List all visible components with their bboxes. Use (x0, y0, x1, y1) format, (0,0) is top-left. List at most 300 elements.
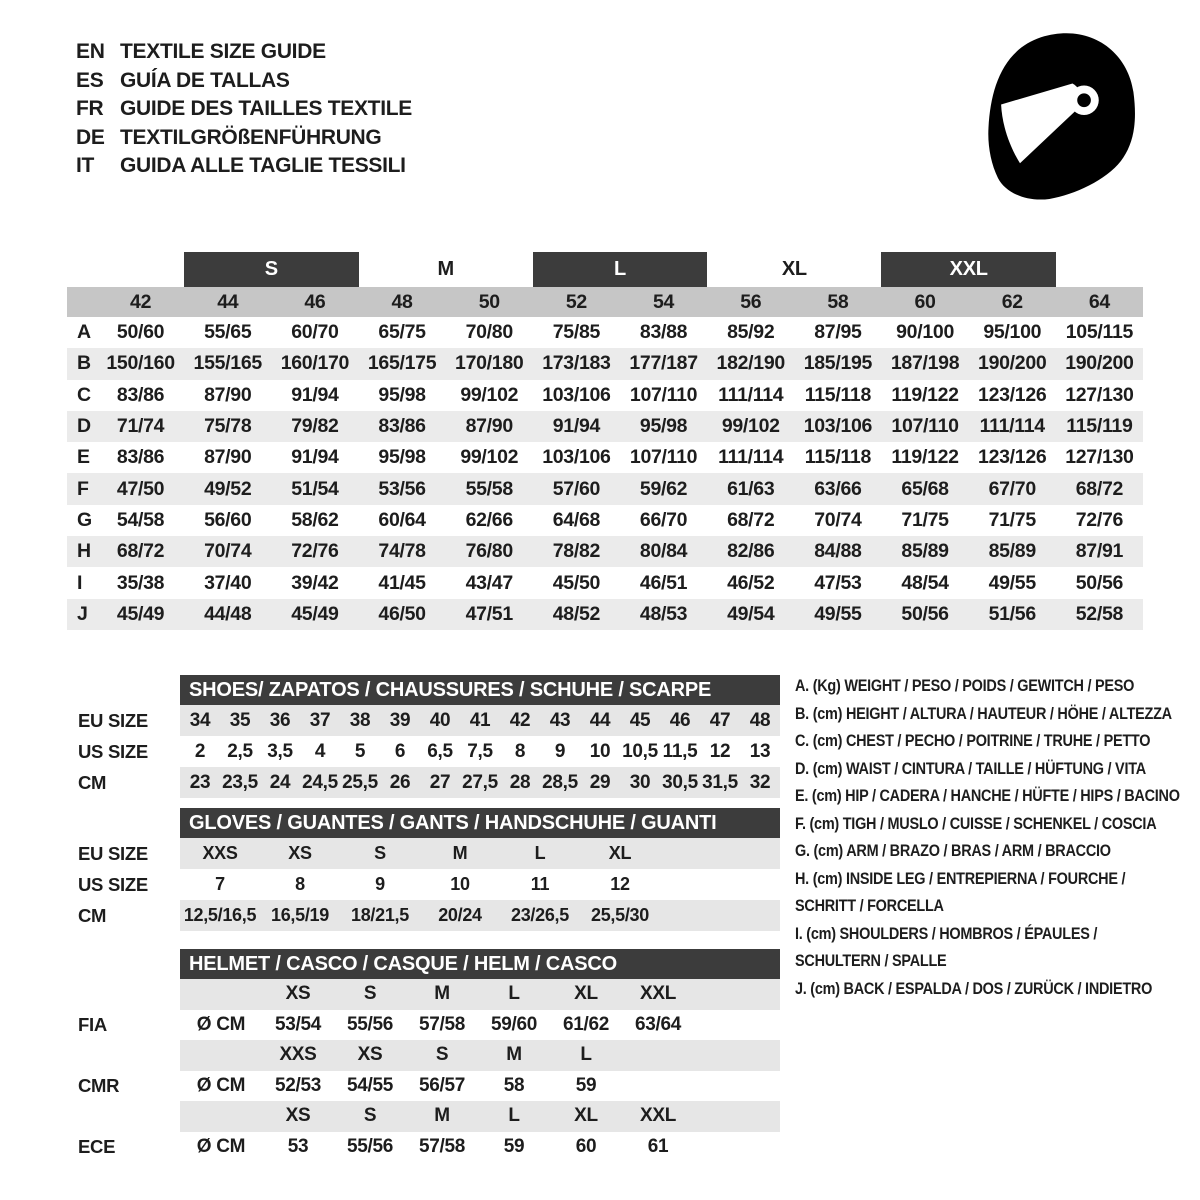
size-cell: 61/63 (727, 477, 775, 500)
language-label: GUÍA DE TALLAS (120, 68, 290, 92)
size-cell: 62/66 (465, 508, 513, 531)
size-cell: 84/88 (814, 540, 862, 563)
accessory-tables (67, 675, 780, 1162)
language-label: GUIDE DES TAILLES TEXTILE (120, 97, 412, 121)
size-cell: 75/78 (204, 415, 252, 438)
legend-line: E. (cm) HIP / CADERA / HANCHE / HÜFTE / HIPS / BACINO (795, 786, 1180, 805)
numeric-size: 42 (130, 290, 152, 313)
size-cell: S (363, 1105, 377, 1127)
size-cell: 90/100 (896, 321, 954, 344)
numeric-size-row (67, 287, 1143, 317)
size-cell: 155/165 (193, 352, 262, 375)
size-cell: 6 (394, 740, 406, 762)
size-cell: XL (574, 983, 598, 1005)
size-cell: 18/21,5 (351, 905, 409, 925)
size-cell: 23,5 (222, 771, 258, 793)
size-cell: 9 (554, 740, 566, 762)
table-row (67, 705, 780, 736)
size-cell: 11 (530, 874, 550, 894)
size-cell: 82/86 (727, 540, 775, 563)
size-cell: 25,5/30 (591, 905, 649, 925)
size-cell: 43/47 (465, 571, 513, 594)
size-cell: 45/49 (291, 602, 339, 625)
standard-label: FIA (78, 1013, 107, 1035)
size-cell: 72/76 (1075, 508, 1124, 531)
size-cell: 6,5 (427, 740, 453, 762)
size-cell: 8 (514, 740, 526, 762)
size-cell: 31,5 (702, 771, 738, 793)
size-cell: 47/53 (814, 571, 862, 594)
legend-entry (795, 700, 1200, 728)
size-cell: 57/58 (418, 1013, 466, 1035)
size-cell: 48/54 (901, 571, 949, 594)
measurement-row (67, 317, 1143, 348)
legend-entry (795, 810, 1200, 838)
size-cell: 83/86 (116, 383, 165, 406)
shoes-title-bar: SHOES/ ZAPATOS / CHAUSSURES / SCHUHE / SCARPE (180, 675, 780, 705)
size-cell: 55/56 (346, 1135, 394, 1157)
legend-entry (795, 975, 1200, 1003)
size-cell: 24,5 (302, 771, 338, 793)
size-cell: 177/187 (629, 352, 698, 375)
size-cell: 50/56 (901, 602, 949, 625)
textile-size-table (67, 252, 1143, 630)
row-values (180, 1040, 780, 1071)
size-cell: XL (574, 1105, 598, 1127)
size-cell: 85/89 (901, 540, 949, 563)
numeric-size: 64 (1088, 290, 1110, 313)
row-label (67, 979, 180, 1010)
size-cell: 56/57 (418, 1074, 466, 1096)
size-cell: 190/200 (978, 352, 1047, 375)
size-cell: 111/114 (718, 383, 784, 406)
table-row (67, 869, 780, 900)
table-row (67, 838, 780, 869)
numeric-size: 58 (827, 290, 849, 313)
size-cell: 127/130 (1065, 383, 1134, 406)
size-cell: 60/70 (291, 321, 339, 344)
unit-label: Ø CM (196, 1074, 246, 1096)
size-cell: XXL (639, 983, 677, 1005)
size-cell: 38 (349, 709, 371, 731)
size-cell: 87/95 (814, 321, 862, 344)
language-code: IT (76, 154, 95, 178)
size-cell: 71/75 (901, 508, 949, 531)
size-cell: 87/90 (204, 383, 252, 406)
size-cell: 55/56 (346, 1013, 394, 1035)
size-cell: 61 (647, 1135, 669, 1157)
legend-entry (795, 727, 1200, 755)
numeric-size: 50 (478, 290, 500, 313)
size-cell: 91/94 (552, 415, 601, 438)
size-cell: 63/66 (814, 477, 862, 500)
size-band-label: L (533, 252, 707, 287)
size-cell: 49/55 (814, 602, 862, 625)
size-cell: 7 (215, 874, 225, 894)
size-cell: XS (288, 843, 312, 863)
size-cell: 36 (269, 709, 291, 731)
size-cell: 165/175 (367, 352, 437, 375)
size-header-row (67, 252, 1143, 287)
helmet-data-row (67, 1071, 780, 1102)
language-row (76, 95, 412, 124)
size-cell: 55/58 (465, 477, 513, 500)
language-row (76, 152, 412, 181)
size-cell: 68/72 (727, 508, 775, 531)
standard-label: CMR (78, 1074, 120, 1096)
language-label: GUIDA ALLE TAGLIE TESSILI (120, 154, 406, 178)
size-cell: 107/110 (629, 383, 698, 406)
helmet-title-row (67, 949, 780, 979)
size-cell: 50/56 (1075, 571, 1124, 594)
size-cell: XL (608, 843, 632, 863)
size-cell: XS (285, 1105, 311, 1127)
row-values (180, 1071, 780, 1102)
row-values (180, 705, 780, 736)
row-label: CM (78, 904, 107, 926)
size-cell: 41/45 (378, 571, 426, 594)
helmet-data-row (67, 1132, 780, 1163)
legend-line: H. (cm) INSIDE LEG / ENTREPIERNA / FOURCHE / (795, 868, 1126, 888)
size-cell: 10 (589, 740, 611, 762)
size-cell: 123/126 (978, 446, 1047, 469)
size-cell: L (508, 983, 520, 1005)
table-row (67, 767, 780, 798)
row-label: EU SIZE (78, 842, 148, 864)
size-cell: 95/98 (378, 446, 426, 469)
gloves-rows (67, 838, 780, 931)
size-cell: 45 (629, 709, 651, 731)
size-cell: 57/58 (418, 1135, 466, 1157)
row-values (180, 869, 780, 900)
size-cell: 85/92 (727, 321, 775, 344)
size-cell: 30 (629, 771, 651, 793)
size-cell: 53/54 (274, 1013, 322, 1035)
numeric-size: 52 (565, 290, 587, 313)
language-row (76, 124, 412, 153)
size-cell: 103/106 (803, 415, 873, 438)
helmet-sizes-row (67, 979, 780, 1010)
size-cell: 28,5 (542, 771, 578, 793)
size-cell: 95/98 (639, 415, 688, 438)
size-cell: M (506, 1044, 522, 1066)
measurement-row (67, 348, 1143, 379)
language-code: FR (76, 97, 104, 121)
helmet-sizes-row (67, 1040, 780, 1071)
size-cell: 150/160 (106, 352, 175, 375)
row-values (180, 1101, 780, 1132)
measurement-row (67, 473, 1143, 504)
legend-entry (795, 755, 1200, 783)
size-cell: 61/62 (562, 1013, 610, 1035)
size-band-label: S (184, 252, 358, 287)
size-cell: 71/75 (988, 508, 1036, 531)
size-cell: 12 (709, 740, 731, 762)
size-cell: 11,5 (662, 740, 698, 762)
size-cell: 27,5 (462, 771, 498, 793)
size-cell: 66/70 (639, 508, 688, 531)
standard-label: ECE (78, 1135, 116, 1157)
size-cell: 72/76 (291, 540, 339, 563)
language-list (76, 38, 412, 181)
row-label: E (77, 446, 90, 469)
measurement-row (67, 380, 1143, 411)
size-cell: 119/122 (891, 446, 959, 469)
size-cell: 52/53 (274, 1074, 322, 1096)
size-cell: 111/114 (979, 415, 1045, 438)
size-cell: 76/80 (465, 540, 513, 563)
legend-line: SCHRITT / FORCELLA (795, 896, 944, 915)
row-label: C (77, 383, 91, 406)
legend-line: J. (cm) BACK / ESPALDA / DOS / ZURÜCK / INDIETRO (795, 978, 1153, 998)
size-cell: 20/24 (438, 905, 482, 925)
table-row (67, 900, 780, 931)
size-cell: 67/70 (988, 477, 1036, 500)
racing-helmet-icon (978, 26, 1146, 206)
helmet-data-row (67, 1010, 780, 1041)
size-cell: 123/126 (978, 383, 1047, 406)
row-label: US SIZE (78, 873, 148, 895)
size-cell: 49/55 (988, 571, 1036, 594)
size-cell: XXS (202, 843, 238, 863)
size-cell: 95/100 (983, 321, 1042, 344)
language-code: EN (76, 40, 105, 64)
size-cell: 47/50 (116, 477, 165, 500)
row-label: CM (78, 771, 107, 793)
numeric-size: 44 (217, 290, 239, 313)
legend-entry (795, 865, 1200, 920)
size-cell: 119/122 (891, 383, 959, 406)
size-cell: 57/60 (552, 477, 601, 500)
size-cell: 59/60 (490, 1013, 538, 1035)
size-cell: 75/85 (552, 321, 601, 344)
language-row (76, 38, 412, 67)
legend-line: G. (cm) ARM / BRAZO / BRAS / ARM / BRACCIO (795, 841, 1111, 860)
row-label (67, 1101, 180, 1132)
size-cell: 65/75 (378, 321, 426, 344)
size-cell: L (508, 1105, 520, 1127)
size-cell: 37 (309, 709, 331, 731)
size-cell: 127/130 (1065, 446, 1134, 469)
size-cell: 47/51 (465, 602, 513, 625)
row-values (180, 1010, 780, 1041)
size-cell: 70/74 (814, 508, 862, 531)
size-cell: 48 (749, 709, 771, 731)
numeric-size: 48 (391, 290, 413, 313)
helmet-section (67, 949, 780, 1162)
size-cell: 37/40 (204, 571, 252, 594)
legend-line: B. (cm) HEIGHT / ALTURA / HAUTEUR / HÖHE / ALTEZZA (795, 703, 1172, 723)
row-label: F (77, 477, 89, 500)
measurement-row (67, 442, 1143, 473)
size-cell: 91/94 (291, 446, 339, 469)
language-row (76, 67, 412, 96)
size-cell: 49/54 (727, 602, 775, 625)
numeric-size: 46 (304, 290, 326, 313)
helmet-sizes-row (67, 1101, 780, 1132)
measurement-row (67, 505, 1143, 536)
measurement-row (67, 599, 1143, 630)
size-cell: 70/74 (204, 540, 252, 563)
size-cell: 51/54 (291, 477, 339, 500)
size-cell: 45/49 (116, 602, 165, 625)
numeric-size: 54 (653, 290, 675, 313)
size-cell: 170/180 (455, 352, 524, 375)
size-cell: 23/26,5 (511, 905, 569, 925)
size-cell: 12,5/16,5 (183, 905, 257, 925)
numeric-size: 56 (740, 290, 762, 313)
size-cell: M (452, 843, 468, 863)
size-cell: 44/48 (204, 602, 252, 625)
numeric-size: 62 (1001, 290, 1023, 313)
size-cell: 46/52 (727, 571, 775, 594)
size-cell: 70/80 (465, 321, 513, 344)
unit-label: Ø CM (196, 1135, 246, 1157)
legend-line: D. (cm) WAIST / CINTURA / TAILLE / HÜFTUNG / VITA (795, 758, 1146, 778)
size-cell: M (434, 1105, 450, 1127)
size-cell: 43 (549, 709, 571, 731)
size-cell: 68/72 (1075, 477, 1124, 500)
size-cell: L (534, 843, 546, 863)
row-label: I (77, 571, 83, 594)
size-cell: 4 (314, 740, 326, 762)
size-cell: L (580, 1044, 592, 1066)
measurement-row (67, 411, 1143, 442)
size-cell: 190/200 (1065, 352, 1134, 375)
measurement-legend (795, 672, 1200, 1002)
size-cell: XXS (279, 1044, 317, 1066)
size-cell: 103/106 (542, 446, 611, 469)
size-cell: 39/42 (291, 571, 339, 594)
size-cell: XS (285, 983, 311, 1005)
size-cell: 173/183 (542, 352, 611, 375)
row-values (180, 1132, 780, 1163)
row-label (67, 1040, 180, 1071)
language-label: TEXTILE SIZE GUIDE (120, 40, 326, 64)
row-label: B (77, 352, 91, 375)
size-cell: 45/50 (552, 571, 601, 594)
row-values (180, 767, 780, 798)
size-cell: 2 (194, 740, 206, 762)
gloves-title-row (67, 808, 780, 838)
size-cell: 64/68 (552, 508, 601, 531)
size-cell: 28 (509, 771, 531, 793)
size-band-label: XXL (881, 252, 1055, 287)
size-cell: 187/198 (890, 352, 960, 375)
size-cell: 105/115 (1065, 321, 1134, 344)
language-label: TEXTILGRÖßENFÜHRUNG (120, 125, 382, 149)
size-cell: 42 (509, 709, 531, 731)
size-cell: 83/86 (378, 415, 426, 438)
size-cell: 59 (575, 1074, 597, 1096)
size-cell: 49/52 (204, 477, 252, 500)
size-cell: 34 (189, 709, 211, 731)
measurement-row (67, 567, 1143, 598)
row-label: D (77, 415, 91, 438)
size-cell: 115/118 (804, 383, 872, 406)
size-cell: 115/118 (804, 446, 872, 469)
size-cell: 60/64 (378, 508, 426, 531)
size-cell: 23 (189, 771, 211, 793)
size-cell: 40 (429, 709, 451, 731)
size-cell: XS (357, 1044, 383, 1066)
numeric-size: 60 (914, 290, 936, 313)
size-band-label: M (437, 258, 454, 280)
helmet-title-bar: HELMET / CASCO / CASQUE / HELM / CASCO (180, 949, 780, 979)
size-cell: 95/98 (378, 383, 426, 406)
size-cell: 107/110 (891, 415, 959, 438)
size-cell: 3,5 (267, 740, 293, 762)
legend-line: C. (cm) CHEST / PECHO / POITRINE / TRUHE / PETTO (795, 731, 1151, 750)
size-cell: 80/84 (639, 540, 688, 563)
size-cell: 48/53 (639, 602, 688, 625)
legend-entry (795, 837, 1200, 865)
size-cell: 111/114 (718, 446, 784, 469)
size-cell: 46/50 (378, 602, 426, 625)
size-cell: 51/56 (988, 602, 1036, 625)
size-cell: 52/58 (1075, 602, 1124, 625)
size-cell: 39 (389, 709, 411, 731)
size-cell: 55/65 (204, 321, 252, 344)
size-cell: 83/86 (116, 446, 165, 469)
size-cell: 25,5 (342, 771, 378, 793)
size-cell: XXL (639, 1105, 677, 1127)
size-cell: 29 (589, 771, 611, 793)
size-cell: 87/90 (465, 415, 513, 438)
size-cell: S (363, 983, 377, 1005)
size-cell: 44 (589, 709, 611, 731)
size-cell: 78/82 (552, 540, 601, 563)
gloves-title-bar: GLOVES / GUANTES / GANTS / HANDSCHUHE / GUANTI (180, 808, 780, 838)
row-values (180, 979, 780, 1010)
size-cell: 32 (749, 771, 771, 793)
legend-line: F. (cm) TIGH / MUSLO / CUISSE / SCHENKEL / COSCIA (795, 813, 1157, 833)
legend-line: A. (Kg) WEIGHT / PESO / POIDS / GEWITCH / PESO (795, 676, 1135, 695)
size-cell: 35/38 (116, 571, 165, 594)
size-cell: 185/195 (803, 352, 873, 375)
size-cell: M (434, 983, 450, 1005)
size-cell: 9 (375, 874, 385, 894)
row-label: G (77, 508, 92, 531)
size-cell: 10,5 (622, 740, 658, 762)
row-label: H (77, 540, 91, 563)
unit-label: Ø CM (196, 1013, 246, 1035)
size-cell: 27 (429, 771, 451, 793)
size-cell: 35 (229, 709, 251, 731)
helmet-rows (67, 979, 780, 1162)
size-cell: 85/89 (988, 540, 1036, 563)
size-cell: 91/94 (291, 383, 339, 406)
size-cell: 74/78 (378, 540, 426, 563)
size-cell: 47 (709, 709, 731, 731)
gloves-section (67, 808, 780, 931)
size-cell: 79/82 (291, 415, 339, 438)
shoes-rows (67, 705, 780, 798)
size-cell: 13 (749, 740, 771, 762)
legend-entry (795, 672, 1200, 700)
size-cell: 54/55 (346, 1074, 394, 1096)
size-cell: 160/170 (280, 352, 350, 375)
size-cell: 10 (450, 874, 470, 894)
row-label: EU SIZE (78, 709, 148, 731)
row-values (180, 838, 780, 869)
size-cell: 115/119 (1066, 415, 1133, 438)
measurement-row (67, 536, 1143, 567)
size-cell: 2,5 (227, 740, 253, 762)
legend-entry (795, 920, 1200, 975)
size-cell: 87/90 (204, 446, 252, 469)
size-cell: 5 (354, 740, 366, 762)
